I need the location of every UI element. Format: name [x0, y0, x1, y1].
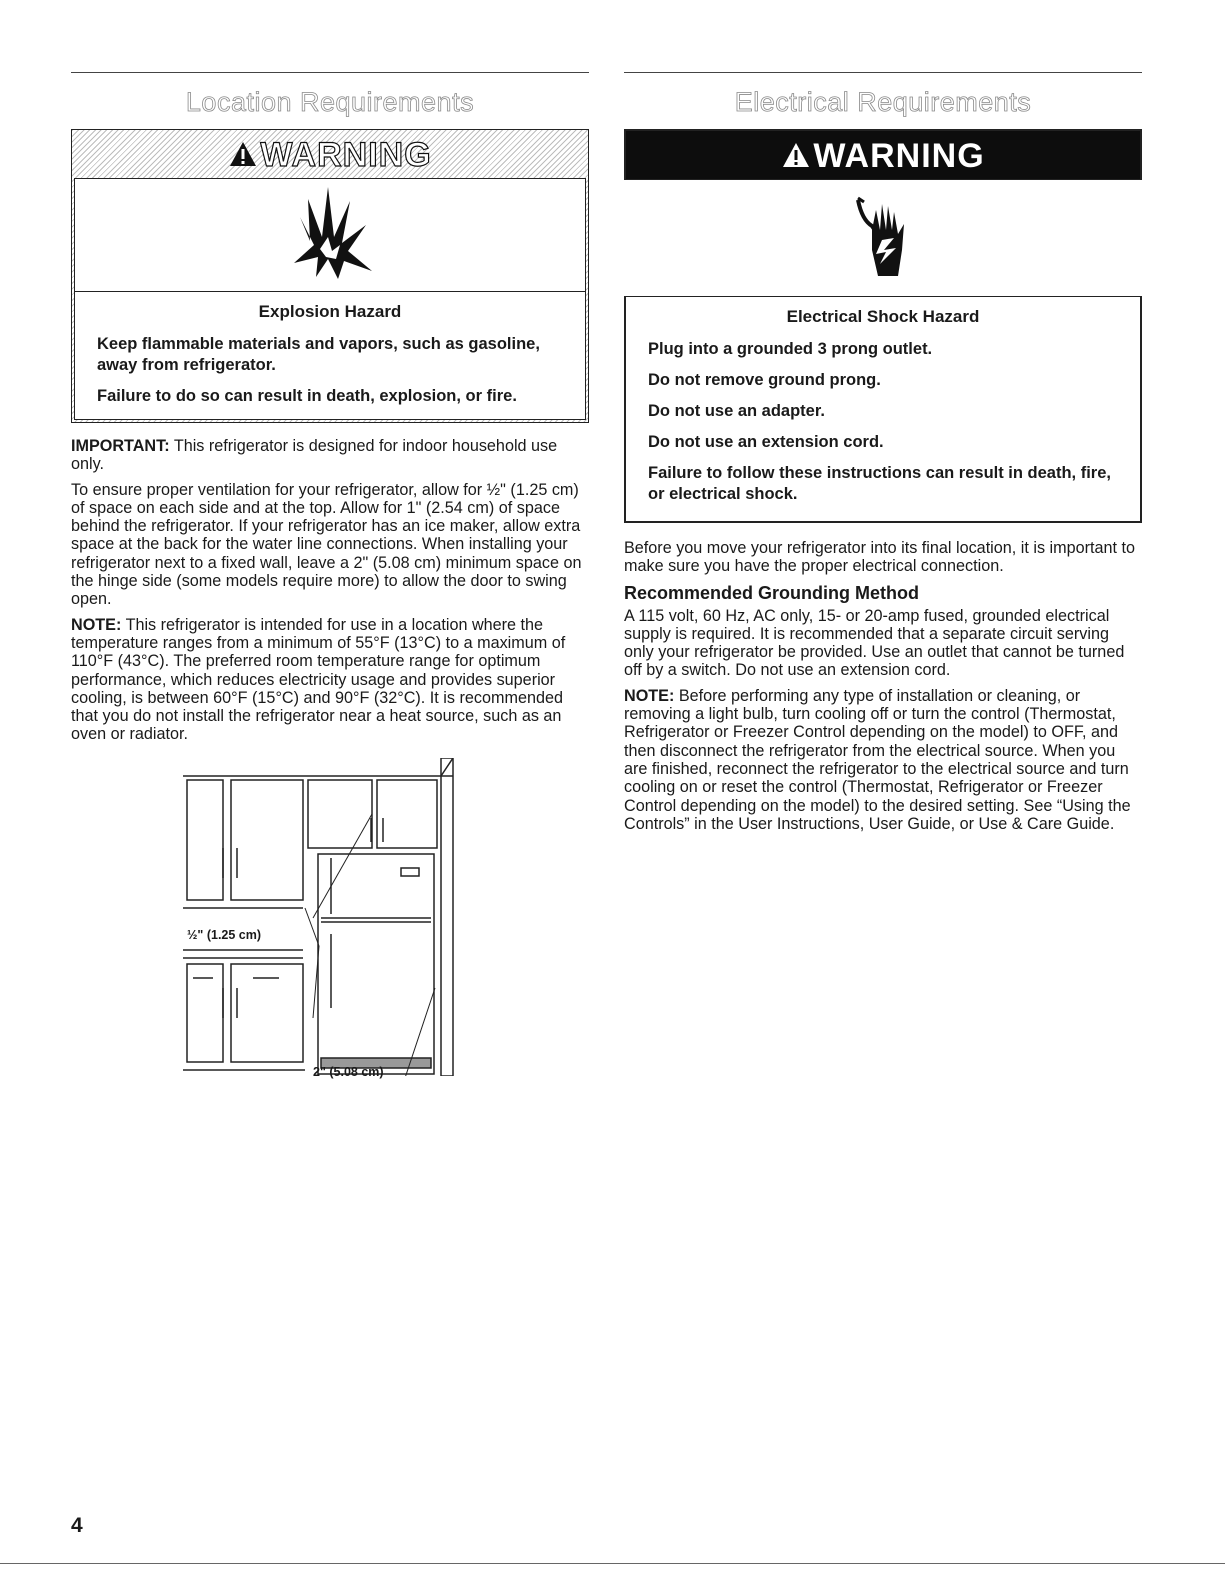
- section-title: Electrical Requirements: [734, 87, 1032, 117]
- ventilation-paragraph: To ensure proper ventilation for your refrigerator, allow for ½" (1.25 cm) of space on each side and at the top. Allow for 1" (2.54 cm) of space behind the refrigerator. If your refrigerator has an ice maker, allow extra space at the back for the water line connections. When installing your refrigerator next to a fixed wall, leave a 2" (5.08 cm) minimum space on the hinge side (some models require more) to allow the door to swing open.: [71, 480, 582, 609]
- hinge-clearance-label: 2" (5.08 cm): [313, 1064, 384, 1079]
- location-text: [71, 437, 589, 744]
- important-paragraph: [71, 437, 589, 474]
- warning-triangle-icon: [228, 140, 258, 168]
- explosion-pictogram: [74, 178, 586, 292]
- warning-label: WARNING: [260, 136, 432, 174]
- explosion-warning-box: [71, 129, 589, 423]
- note-label: NOTE:: [624, 686, 675, 705]
- side-clearance-label: ½" (1.25 cm): [187, 927, 262, 942]
- warning-line: Failure to follow these instructions can result in death, fire, or electrical shock.: [648, 464, 1111, 503]
- warning-label: WARNING: [813, 137, 985, 175]
- location-requirements-column: [71, 72, 589, 1081]
- explosion-icon: [280, 179, 380, 284]
- refrigerator-clearance-diagram: [183, 758, 589, 1081]
- section-title: Location Requirements: [185, 87, 475, 117]
- bottom-rule: [0, 1563, 1225, 1564]
- electrical-shock-icon: [838, 180, 928, 290]
- warning-header: [74, 130, 586, 178]
- warning-line: Plug into a grounded 3 prong outlet.: [648, 340, 933, 358]
- note-paragraph: [624, 687, 1142, 833]
- important-label: IMPORTANT:: [71, 437, 170, 455]
- hazard-title: Electrical Shock Hazard: [786, 307, 980, 326]
- note-paragraph: [71, 616, 589, 744]
- grounding-paragraph: A 115 volt, 60 Hz, AC only, 15- or 20-amp fused, grounded electrical supply is required. It is recommended that a separate circuit serving only your refrigerator be provided. Use an outlet that cannot be turned off by a switch. Do not use an extension cord.: [624, 606, 1125, 680]
- warning-triangle-icon: [781, 141, 811, 169]
- warning-line: Failure to do so can result in death, explosion, or fire.: [97, 387, 517, 405]
- warning-line: Do not remove ground prong.: [648, 371, 881, 389]
- electrical-requirements-column: [624, 72, 1142, 840]
- electrical-text: [624, 539, 1142, 833]
- warning-line: Keep flammable materials and vapors, such as gasoline, away from refrigerator.: [97, 335, 540, 374]
- note-text: Before performing any type of installation or cleaning, or removing a light bulb, turn cooling off or turn the control (Thermostat, Refrigerator or Freezer Control depending on the model) to OFF, and then disconnect the refrigerator from the electrical source. When you are finished, reconnect the refrigerator to the electrical source and turn cooling on or reset the control (Thermostat, Refrigerator or Freezer Control depending on the model) to the desired setting. See “Using the Controls” in the User Instructions, User Guide, or Use & Care Guide.: [624, 686, 1131, 833]
- intro-paragraph: Before you move your refrigerator into its final location, it is important to make sure you have the proper electrical connection.: [624, 539, 1136, 576]
- page-number: 4: [71, 1514, 83, 1537]
- important-text: This refrigerator is designed for indoor household use only.: [71, 437, 558, 474]
- warning-line: Do not use an extension cord.: [648, 433, 884, 451]
- note-label: NOTE:: [71, 615, 122, 634]
- hazard-title: Explosion Hazard: [258, 302, 402, 321]
- shock-warning-box: [624, 129, 1142, 523]
- warning-body: [626, 297, 1140, 521]
- warning-header: [626, 131, 1140, 179]
- warning-body: [74, 292, 586, 420]
- shock-pictogram: [624, 179, 1142, 297]
- grounding-subheading: Recommended Grounding Method: [624, 582, 919, 603]
- note-text: This refrigerator is intended for use in a location where the temperature ranges from a minimum of 55°F (13°C) to a maximum of 110°F (43°C). The preferred room temperature range for optimum performance, which reduces electricity usage and provides superior cooling, is between 60°F (15°C) and 90°F (32°C). It is recommended that you do not install the refrigerator near a heat source, such as an oven or radiator.: [71, 615, 566, 744]
- top-rule: [624, 72, 1142, 73]
- warning-line: Do not use an adapter.: [648, 402, 825, 420]
- top-rule: [71, 72, 589, 73]
